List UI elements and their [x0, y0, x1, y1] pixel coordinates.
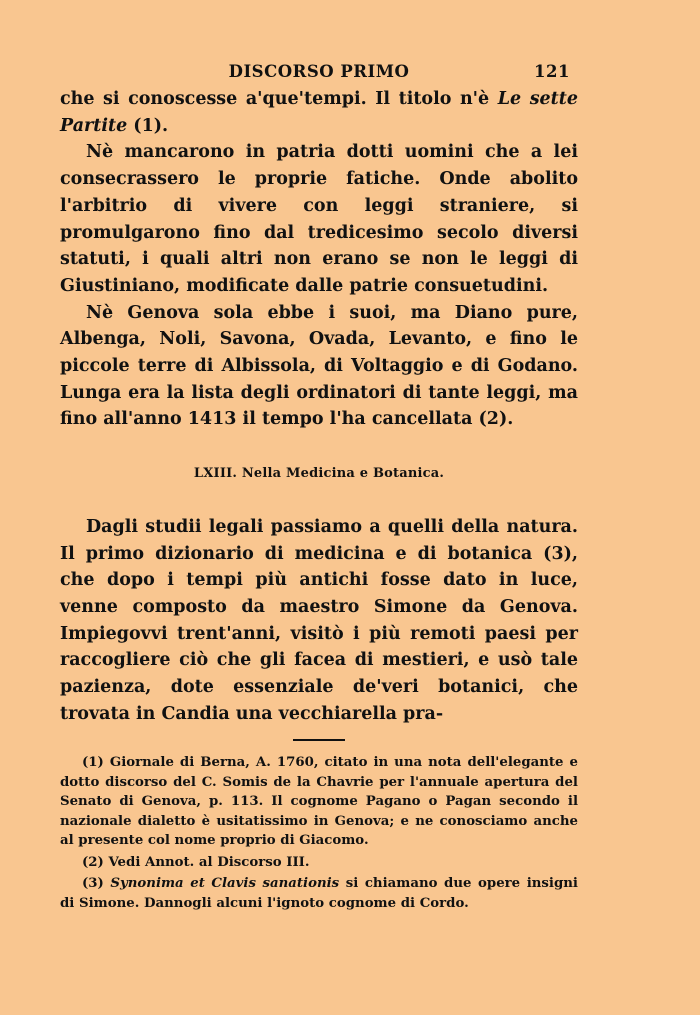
paragraph-1 — [60, 86, 578, 139]
main-text — [60, 86, 578, 727]
running-header — [60, 62, 578, 86]
footnote-1: (1) Giornale di Berna, A. 1760, citato in una nota dell'elegante e dotto discorso del C. Somis de la Chavrie per l'annuale apertura del Senato di Genova, p. 113. Il cognome Pagano o Pagan secondo il nazionale dialetto è usitatissimo in Genova; e ne conosciamo anche al presente col nome proprio di Giacomo. — [60, 755, 578, 849]
paragraph-4: Dagli studii legali passiamo a quelli della natura. Il primo dizionario di medicina e di botanica (3), che dopo i tempi più antichi fosse dato in luce, venne composto da maestro Simone da Genova. Impiegovvi trent'anni, visitò i più remoti paesi per raccogliere ciò che gli facea di mestieri, e usò tale pazienza, dote essenziale de'veri botanici, che trovata in Candia una vecchiarella pra- — [60, 516, 578, 724]
section-heading: LXIII. Nella Medicina e Botanica. — [193, 466, 445, 482]
paragraph-1-footnote-ref: (1). — [127, 115, 169, 136]
book-page — [60, 62, 578, 913]
footnote-2: (2) Vedi Annot. al Discorso III. — [82, 854, 310, 870]
page-number: 121 — [534, 62, 570, 81]
running-title: DISCORSO PRIMO — [228, 62, 410, 81]
footnote-divider — [293, 739, 345, 741]
footnote-3-prefix: (3) — [82, 876, 111, 892]
paragraph-3: Nè Genova sola ebbe i suoi, ma Diano pure, Albenga, Noli, Savona, Ovada, Levanto, e fino le piccole terre di Albissola, di Voltaggio e di Godano. Lunga era la lista degli ordinatori di tante leggi, ma fino all'anno 1413 il tempo l'ha cancellata (2). — [60, 302, 578, 430]
paragraph-2: Nè mancarono in patria dotti uomini che a lei consecrassero le proprie fatiche. Onde abolito l'arbitrio di vivere con leggi straniere, si promulgarono fino dal tredicesimo secolo diversi statuti, i quali altri non erano se non le leggi di Giustiniano, modificate dalle patrie consuetudini. — [60, 142, 578, 296]
footnote-3-work-title: Synonima et Clavis sanationis — [110, 876, 340, 892]
book-title-italic: Le sette Partite — [60, 89, 578, 136]
paragraph-1-text: che si conoscesse a'que'tempi. Il titolo n'è — [60, 89, 498, 109]
footnote-3 — [60, 874, 578, 913]
footnotes — [60, 753, 578, 913]
footnote-3-text: si chiamano due opere insigni di Simone. Dannogli alcuni l'ignoto cognome di Cordo. — [60, 876, 578, 911]
